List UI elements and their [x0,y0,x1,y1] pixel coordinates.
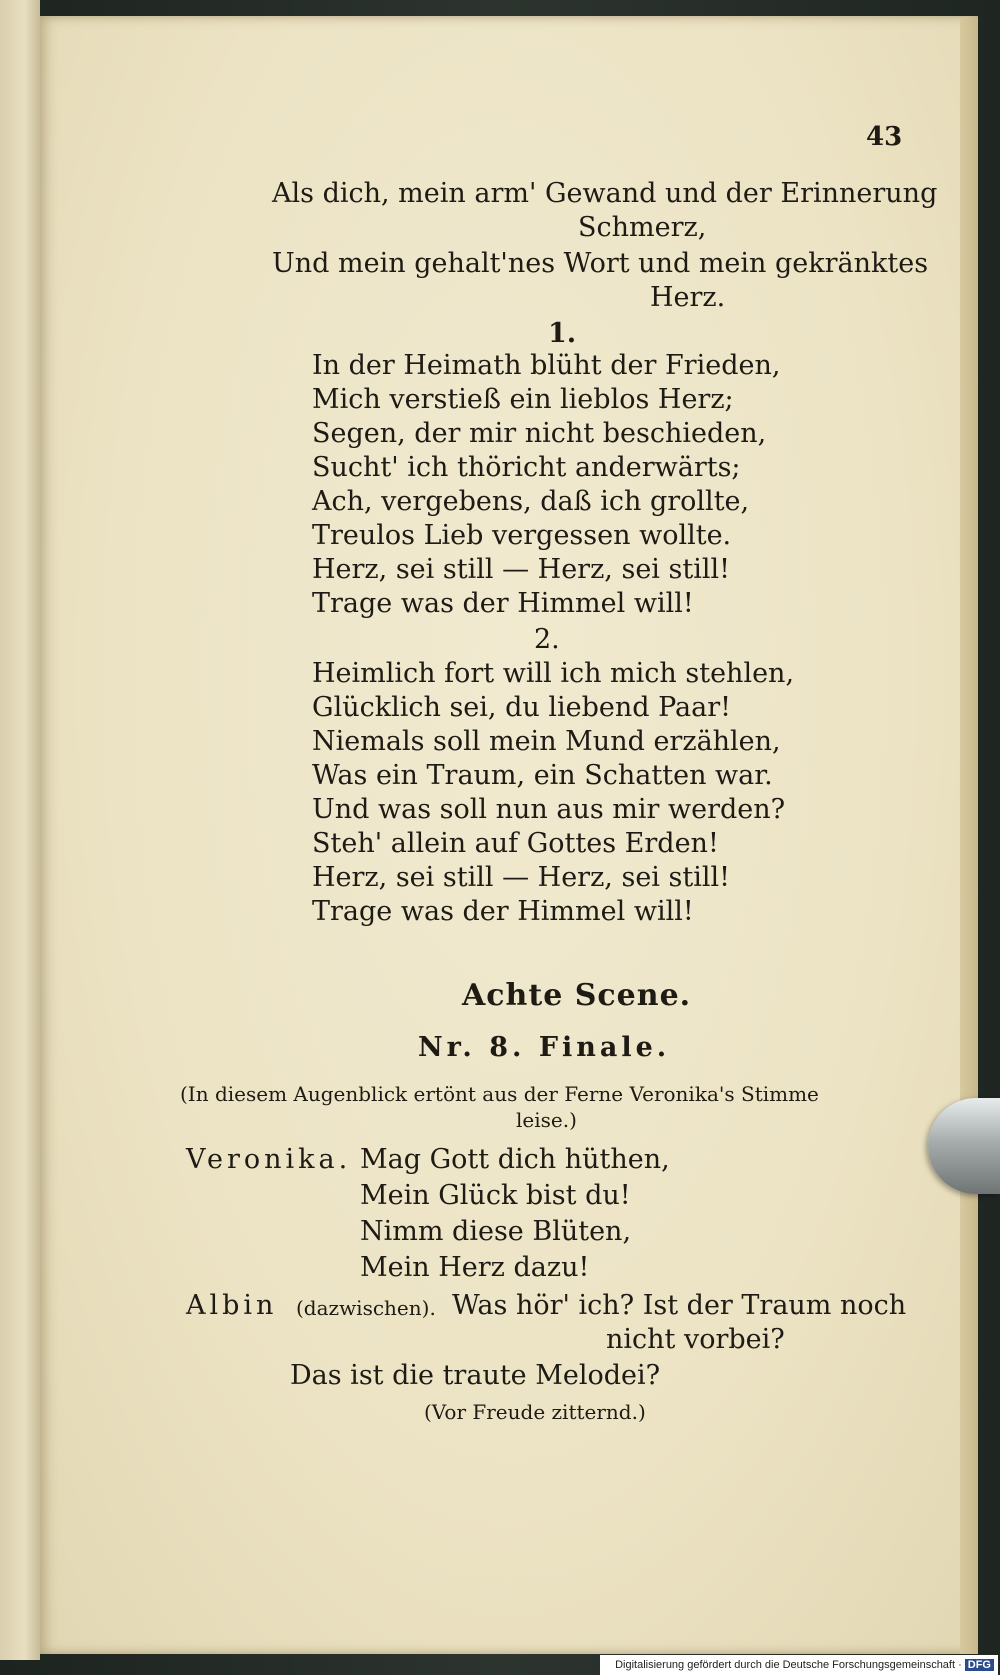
footer-credit [600,1655,998,1675]
stanza2-line-2: Glücklich sei, du liebend Paar! [312,692,732,723]
dfg-logo: DFG [965,1659,994,1671]
left-page-edge [0,0,40,1660]
stanza2-line-8: Trage was der Himmel will! [312,896,694,927]
stanza1-line-7: Herz, sei still — Herz, sei still! [312,554,730,585]
number-heading: Nr. 8. Finale. [418,1032,671,1063]
stanza1-line-6: Treulos Lieb vergessen wollte. [312,520,732,551]
veronika-line-3: Nimm diese Blüten, [360,1216,632,1247]
speaker-veronika: Veronika. [186,1144,352,1175]
speaker-albin: Albin [186,1290,278,1321]
stanza2-line-6: Steh' allein auf Gottes Erden! [312,828,719,859]
stage-direction-1: (In diesem Augenblick ertönt aus der Ferne Veronika's Stimme [180,1082,819,1106]
opening-line-2: Schmerz, [578,212,707,243]
stanza1-line-1: In der Heimath blüht der Frieden, [312,350,781,381]
albin-aside: (dazwischen). [296,1296,436,1320]
footer-text: Digitalisierung gefördert durch die Deutsche Forschungsgemeinschaft · [615,1659,962,1671]
albin-direction: (Vor Freude zitternd.) [424,1400,646,1424]
albin-line-2: nicht vorbei? [606,1324,785,1355]
stanza2-line-1: Heimlich fort will ich mich stehlen, [312,658,795,689]
opening-line-3: Und mein gehalt'nes Wort und mein gekränktes [272,248,929,279]
right-page-edge [960,18,978,1654]
stanza-number-2: 2. [534,624,560,655]
stanza1-line-8: Trage was der Himmel will! [312,588,694,619]
stanza1-line-2: Mich verstieß ein lieblos Herz; [312,384,734,415]
stanza1-line-4: Sucht' ich thöricht anderwärts; [312,452,741,483]
stanza2-line-4: Was ein Traum, ein Schatten war. [312,760,773,791]
stanza1-line-3: Segen, der mir nicht beschieden, [312,418,767,449]
veronika-line-4: Mein Herz dazu! [360,1252,590,1283]
stanza2-line-7: Herz, sei still — Herz, sei still! [312,862,730,893]
stanza2-line-3: Niemals soll mein Mund erzählen, [312,726,781,757]
page-number: 43 [866,122,903,152]
opening-line-4: Herz. [650,282,726,313]
stanza-number-1: 1. [548,318,577,349]
stanza2-line-5: Und was soll nun aus mir werden? [312,794,786,825]
albin-line-1: Was hör' ich? Ist der Traum noch [452,1290,907,1321]
veronika-line-1: Mag Gott dich hüthen, [360,1144,670,1175]
stanza1-line-5: Ach, vergebens, daß ich grollte, [312,486,750,517]
stage-direction-1-cont: leise.) [516,1108,577,1132]
opening-line-1: Als dich, mein arm' Gewand und der Erinnerung [272,178,938,209]
veronika-line-2: Mein Glück bist du! [360,1180,631,1211]
scene-heading: Achte Scene. [462,978,692,1013]
albin-line-3: Das ist die traute Melodei? [290,1360,661,1391]
